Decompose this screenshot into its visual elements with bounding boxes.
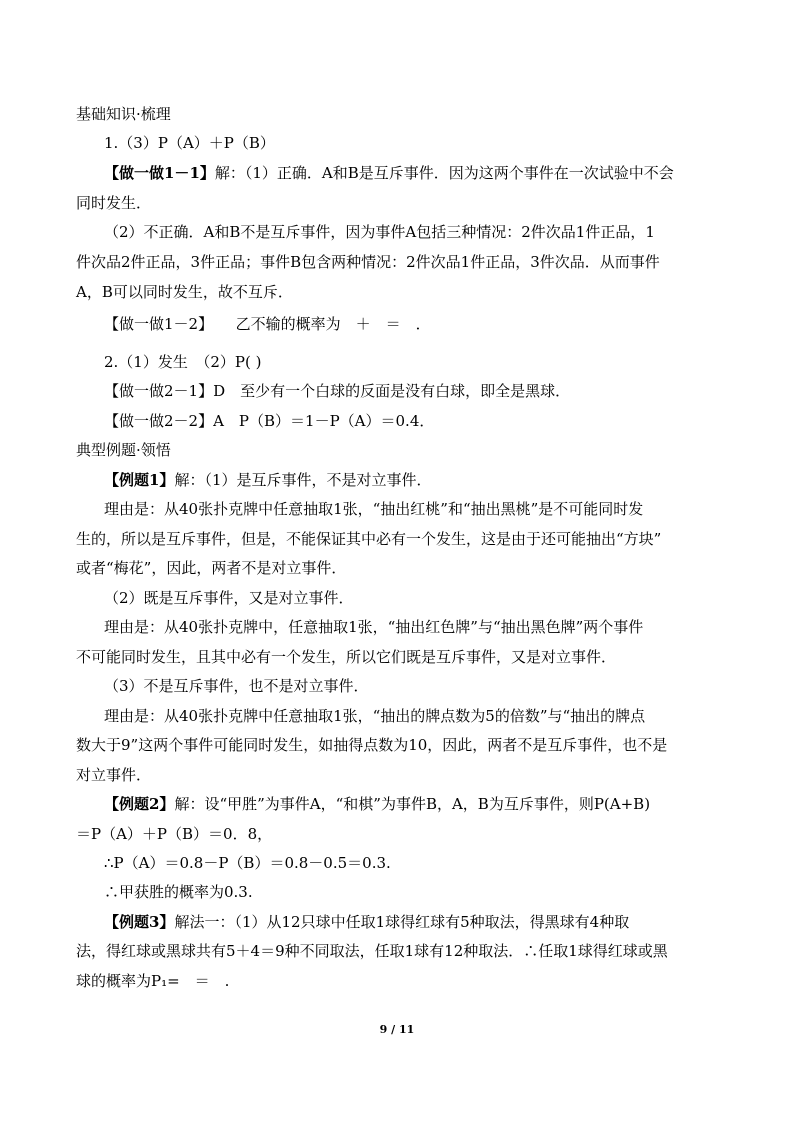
answer-line [104,163,754,183]
answer-line: 不可能同时发生，且其中必有一个发生，所以它们既是互斥事件，又是对立事件． [76,648,617,666]
answer-line [104,912,754,932]
answer-line: 法，得红球或黑球共有5＋4＝9种不同取法，任取1球有12种取法．∴任取1球得红球或黑 [76,942,668,960]
page-number: 9 / 11 [379,1023,415,1036]
example-label: 【例题1】 [104,471,175,489]
answer-line: 【做一做1－2】 乙不输的概率为 ＋ ＝ ． [104,315,431,333]
answer-line: 对立事件． [76,766,152,784]
answer-text: 解：（1）正确．A和B是互斥事件．因为这两个事件在一次试验中不会 [214,164,674,182]
answer-line: ∴P（A）＝0.8－P（B）＝0.8－0.5＝0.3. [104,854,391,872]
answer-text: 解：（1）是互斥事件，不是对立事件． [174,471,432,489]
answer-text: 解法一：（1）从12只球中任取1球得红球有5种取法，得黑球有4种取 [174,913,630,931]
example-label: 【例题3】 [104,913,175,931]
answer-line: 或者“梅花”，因此，两者不是对立事件． [76,559,347,577]
answer-line: ＝P（A）＋P（B）＝0．8， [76,825,273,843]
answer-line [104,794,754,814]
answer-line [104,470,754,490]
section-heading-basics: 基础知识·梳理 [76,105,171,123]
section-heading-examples: 典型例题·领悟 [76,441,171,459]
answer-line: A，B可以同时发生，故不互斥． [76,283,293,301]
exercise-label: 【做一做1－1】 [104,164,215,182]
answer-line: 生的，所以是互斥事件，但是，不能保证其中必有一个发生，这是由于还可能抽出“方块” [76,530,662,548]
answer-line: 理由是：从40张扑克牌中任意抽取1张，“抽出红桃”和“抽出黑桃”是不可能同时发 [104,500,644,518]
answer-line: 件次品2件正品，3件正品；事件B包含两种情况：2件次品1件正品，3件次品．从而事件 [76,253,660,271]
answer-line: （2）不正确．A和B不是互斥事件，因为事件A包括三种情况：2件次品1件正品，1 [104,223,655,241]
answer-line: 1.（3）P（A）＋P（B） [104,134,275,152]
answer-line: 2.（1）发生 （2）P( ) [104,353,262,371]
answer-line: 球的概率为P₁= ＝ . [76,972,230,990]
answer-line: 理由是：从40张扑克牌中任意抽取1张，“抽出的牌点数为5的倍数”与“抽出的牌点 [104,707,646,725]
answer-line: 【做一做2－2】A P（B）＝1－P（A）＝0.4． [104,412,435,430]
answer-line: 数大于9”这两个事件可能同时发生，如抽得点数为10，因此，两者不是互斥事件，也不是 [76,736,668,754]
answer-line: （3）不是互斥事件，也不是对立事件． [104,677,369,695]
answer-line: 【做一做2－1】D 至少有一个白球的反面是没有白球，即全是黑球． [104,382,571,400]
example-label: 【例题2】 [104,795,175,813]
answer-text: 解：设“甲胜”为事件A，“和棋”为事件B，A，B为互斥事件，则P(A+B) [174,795,651,813]
answer-line: 理由是：从40张扑克牌中，任意抽取1张，“抽出红色牌”与“抽出黑色牌”两个事件 [104,618,644,636]
answer-line: 同时发生． [76,194,152,212]
answer-line: ∴甲获胜的概率为0.3. [104,883,253,901]
answer-line: （2）既是互斥事件，又是对立事件． [104,589,354,607]
